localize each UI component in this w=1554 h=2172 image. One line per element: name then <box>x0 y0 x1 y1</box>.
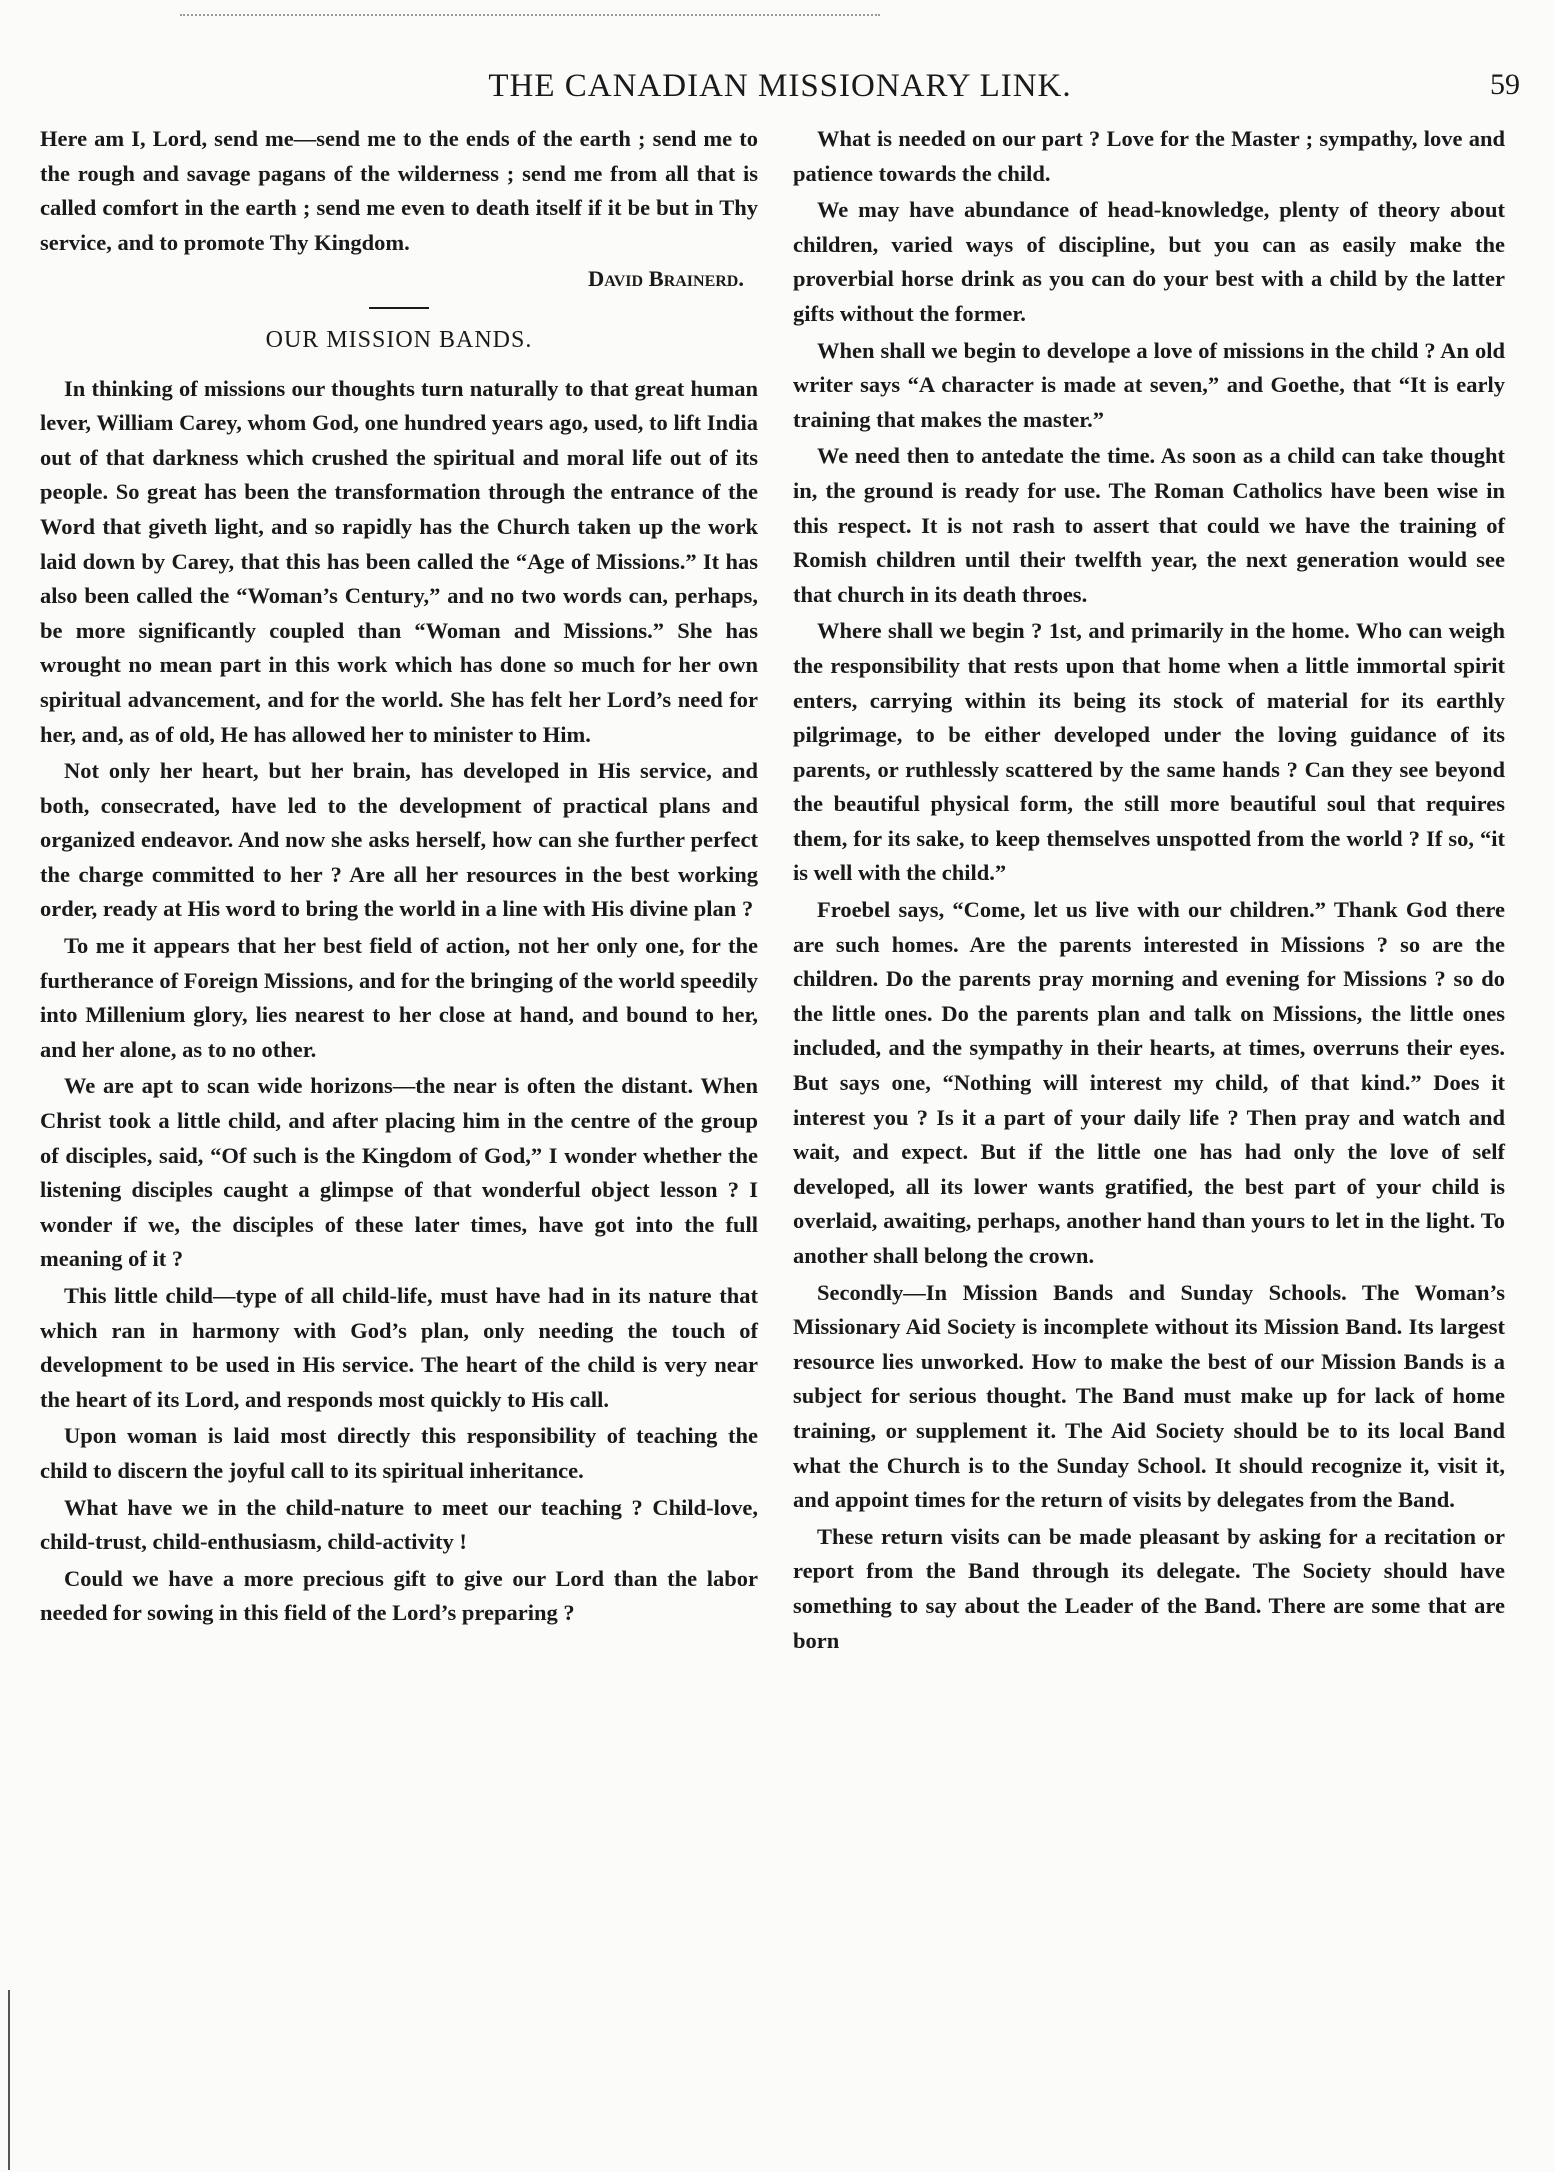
page-number: 59 <box>1490 68 1520 101</box>
paragraph: Froebel says, “Come, let us live with our children.” Thank God there are such homes. Are the parents interested in Missions ? so are the children. Do the parents pray morning and evening for Missions ? so do the little ones. Do the parents plan and talk on Missions, the little ones included, and the sympathy in their hearts, at times, overruns their eyes. But says one, “Nothing will interest my child, of that kind.” Does it interest you ? Is it a part of your daily life ? Then pray and watch and wait, and expect. But if the little one has had only the love of self developed, all its lower wants gratified, the best part of your child is overlaid, awaiting, perhaps, another hand than yours to let in the light. To another shall belong the crown. <box>793 897 1505 1268</box>
paragraph: To me it appears that her best field of action, not her only one, for the furtherance of Foreign Missions, and for the bringing of the world speedily into Millenium glory, lies nearest to her close at hand, and bound to her, and her alone, as to no other. <box>40 933 758 1062</box>
epigraph-quote: Here am I, Lord, send me—send me to the ends of the earth ; send me to the rough and savage pagans of the wilderness ; send me from all that is called comfort in the earth ; send me even to death itself if it be but in Thy service, and to promote Thy Kingdom. <box>40 126 758 255</box>
page-header <box>40 68 1520 108</box>
paragraph: Not only her heart, but her brain, has developed in His service, and both, consecrated, have led to the development of practical plans and organized endeavor. And now she asks herself, how can she further perfect the charge committed to her ? Are all her resources in the best working order, ready at His word to bring the world in a line with His divine plan ? <box>40 758 758 922</box>
paragraph: These return visits can be made pleasant by asking for a recitation or report from the Band through its delegate. The Society should have something to say about the Leader of the Band. There are some that are born <box>793 1523 1505 1653</box>
scan-noise <box>180 14 880 26</box>
running-title: THE CANADIAN MISSIONARY LINK. <box>488 68 1072 104</box>
paragraph: Secondly—In Mission Bands and Sunday Schools. The Woman’s Missionary Aid Society is incomplete without its Mission Band. Its largest resource lies unworked. How to make the best of our Mission Bands is a subject for serious thought. The Band must make up for lack of home training, or supplement it. The Aid Society should be to its local Band what the Church is to the Sunday School. It should recognize it, visit it, and appoint times for the return of visits by delegates from the Band. <box>793 1279 1505 1513</box>
section-title: OUR MISSION BANDS. <box>40 307 758 358</box>
quote-author: David Brainerd. <box>587 266 744 292</box>
paragraph: We need then to antedate the time. As soon as a child can take thought in, the ground is ready for use. The Roman Catholics have been wise in this respect. It is not rash to assert that could we have the training of Romish children until their twelfth year, the next generation would see that church in its death throes. <box>793 443 1505 607</box>
paragraph: We are apt to scan wide horizons—the near is often the distant. When Christ took a little child, and after placing him in the centre of the group of disciples, said, “Of such is the Kingdom of God,” I wonder whether the listening disciples caught a glimpse of that wonderful object lesson ? I wonder if we, the disciples of these later times, have got into the full meaning of it ? <box>40 1073 758 1272</box>
left-column <box>40 122 758 1633</box>
paragraph: We may have abundance of head-knowledge, plenty of theory about children, varied ways of discipline, but you can as easily make the proverbial horse drink as you can do your best with a child by the latter gifts without the former. <box>793 197 1505 326</box>
right-column <box>793 122 1505 1660</box>
page-edge-mark <box>8 1990 10 2170</box>
paragraph: What have we in the child-nature to meet our teaching ? Child-love, child-trust, child-enthusiasm, child-activity ! <box>40 1494 758 1555</box>
paragraph: What is needed on our part ? Love for the Master ; sympathy, love and patience towards the child. <box>793 126 1505 186</box>
paragraph: Upon woman is laid most directly this responsibility of teaching the child to discern the joyful call to its spiritual inheritance. <box>40 1423 758 1483</box>
paragraph: This little child—type of all child-life, must have had in its nature that which ran in harmony with God’s plan, only needing the touch of development to be used in His service. The heart of the child is very near the heart of its Lord, and responds most quickly to His call. <box>40 1283 758 1412</box>
paragraph: Could we have a more precious gift to give our Lord than the labor needed for sowing in this field of the Lord’s preparing ? <box>40 1565 758 1626</box>
paragraph: When shall we begin to develope a love of missions in the child ? An old writer says “A character is made at seven,” and Goethe, that “It is early training that makes the master.” <box>793 337 1505 432</box>
paragraph: In thinking of missions our thoughts turn naturally to that great human lever, William Carey, whom God, one hundred years ago, used, to lift India out of that darkness which crushed the spiritual and moral life out of its people. So great has been the transformation through the entrance of the Word that giveth light, and so rapidly has the Church taken up the work laid down by Carey, that this has been called the “Age of Missions.” It has also been called the “Woman’s Century,” and no two words can, perhaps, be more significantly coupled than “Woman and Missions.” She has wrought no mean part in this work which has done so much for her own spiritual advancement, and for the world. She has felt her Lord’s need for her, and, as of old, He has allowed her to minister to Him. <box>40 375 758 747</box>
paragraph: Where shall we begin ? 1st, and primarily in the home. Who can weigh the responsibility that rests upon that home when a little immortal spirit enters, carrying within its being its stock of material for its earthly pilgrimage, to be either developed under the loving guidance of its parents, or ruthlessly scattered by the same hands ? Can they see beyond the beautiful physical form, the still more beautiful soul that requires them, for its sake, to keep themselves unspotted from the world ? If so, “it is well with the child.” <box>793 618 1505 886</box>
